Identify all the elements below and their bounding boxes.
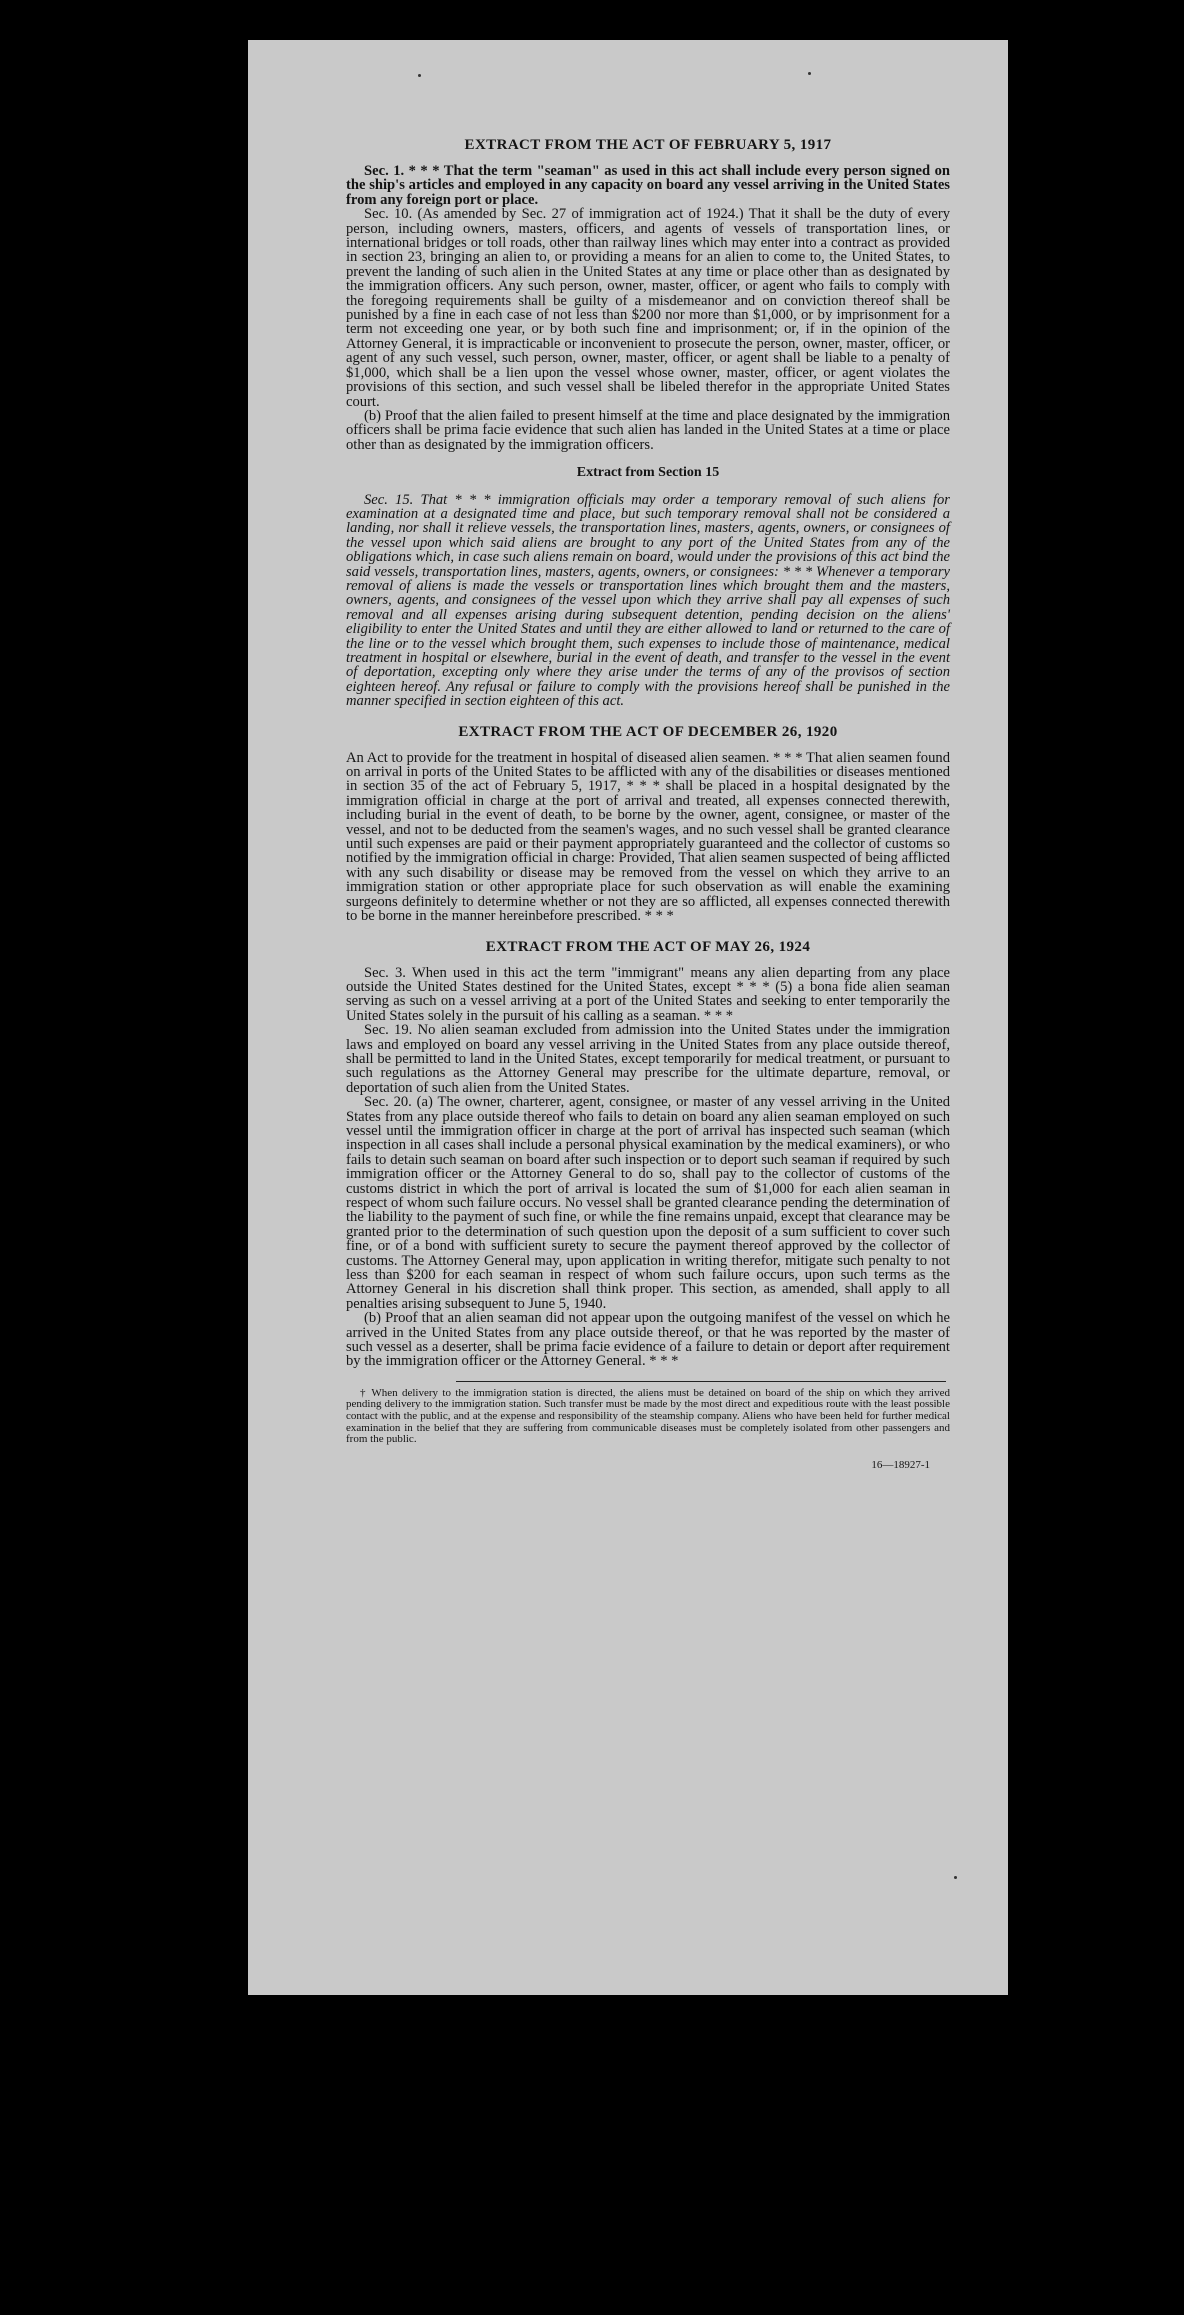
heading-section-15: Extract from Section 15 (576, 465, 720, 481)
heading-act-1924: EXTRACT FROM THE ACT OF MAY 26, 1924 (485, 938, 811, 955)
footnote: † When delivery to the immigration station is directed, the aliens must be detained on board of the ship on which they arrived pending delivery to the immigration station. Such transfer must be made by the most direct and expeditious route with the least possible contact with the public, and at the expense and responsibility of the steamship company. Aliens who have been held for further medical examination in the belief that they are suffering from communicable diseases must be completely isolated from other passengers and from the public. (346, 1386, 950, 1446)
document-sheet (248, 40, 1008, 1995)
paragraph-sec-20-b: (b) Proof that an alien seaman did not appear upon the outgoing manifest of the vessel on which he arrived in the United States from any place outside thereof, or that he was reported by the master of such vessel as a deserter, shall be prima facie evidence of a failure to detain or deport after requirement by the immigration officer or the Attorney General. * * * (346, 1310, 950, 1370)
heading-act-1917: EXTRACT FROM THE ACT OF FEBRUARY 5, 1917 (464, 137, 832, 153)
paragraph-act-1920: An Act to provide for the treatment in hospital of diseased alien seamen. * * * That alien seamen found on arrival in ports of the United States to be afflicted with any of the disabilities or diseases mentioned in section 35 of the act of February 5, 1917, * * * shall be placed in a hospital designated by the immigration official in charge at the port of arrival and treated, all expenses connected therewith, including burial in the event of death, to be borne by the owner, agent, consignee, or master of the vessel, and not to be deducted from the seamen's wages, and no such vessel shall be granted clearance until such expenses are paid or their payment appropriately guaranteed and the collector of customs so notified by the immigration official in charge: Provided, That alien seamen suspected of being afflicted with any such disability or disease may be removed from the vessel on which they arrive to an immigration station or other appropriate place for such observation as will enable the examining surgeons definitely to determine whether or not they are so afflicted, all expenses connected therewith to be borne in the manner hereinbefore prescribed. * * * (346, 749, 950, 925)
paragraph-sec-20: Sec. 20. (a) The owner, charterer, agent, consignee, or master of any vessel arriving in the United States from any place outside thereof who fails to detain on board any alien seaman employed on such vessel until the immigration officer in charge at the port of arrival has inspected such seaman (which inspection in all cases shall include a personal physical examination by the medical examiners), or who fails to detain such seaman on board after such inspection or to deport such seaman if required by such immigration officer or the Attorney General to do so, shall pay to the collector of customs of the customs district in which the port of arrival is located the sum of $1,000 for each alien seaman in respect of whom such failure occurs. No vessel shall be granted clearance pending the determination of the liability to the payment of such fine, or while the fine remains unpaid, except that clearance may be granted prior to the determination of such question upon the deposit of a sum sufficient to cover such fine, or of a bond with sufficient surety to secure the payment thereof approved by the collector of customs. The Attorney General may, upon application in writing therefor, mitigate such penalty to not less than $200 for each seaman in respect of whom such failure occurs, upon such terms as the Attorney General in his discretion shall think proper. This section, as amended, shall apply to all penalties arising subsequent to June 5, 1940. (346, 1094, 950, 1312)
scan-speck (418, 74, 421, 77)
paragraph-sec-10: Sec. 10. (As amended by Sec. 27 of immigration act of 1924.) That it shall be the duty of every person, including owners, masters, officers, and agents of vessels of transportation lines, or international bridges or toll roads, other than railway lines which may enter into a contract as provided in section 23, bringing an alien to, or providing a means for an alien to come to, the United States, to prevent the landing of such alien in the United States at any time or place other than as designated by the immigration officers. Any such person, owner, master, officer, or agent who fails to comply with the foregoing requirements shall be guilty of a misdemeanor and on conviction thereof shall be punished by a fine in each case of not less than $200 nor more than $1,000, or by imprisonment for a term not exceeding one year, or by both such fine and imprisonment; or, if in the opinion of the Attorney General, it is impracticable or inconvenient to prosecute the person, owner, master, officer, or agent of any such vessel, such person, owner, master, officer, or agent shall be liable to a penalty of $1,000, which shall be a lien upon the vessel whose owner, master, officer, or agent violates the provisions of this section, and such vessel shall be libeled therefor in the appropriate United States court. (346, 206, 950, 410)
paragraph-sec-1: Sec. 1. * * * That the term "seaman" as used in this act shall include every person signed on the ship's articles and employed in any capacity on board any vessel arriving in the United States from any foreign port or place. (346, 163, 950, 208)
paragraph-sec-10-b: (b) Proof that the alien failed to present himself at the time and place designated by the immigration officers shall be prima facie evidence that such alien has landed in the United States at a time or place other than as designated by the immigration officers. (346, 407, 950, 453)
scan-speck (954, 1876, 957, 1879)
document-page (346, 136, 950, 1472)
paragraph-sec-15: Sec. 15. That * * * immigration officials may order a temporary removal of such aliens for examination at a designated time and place, but such temporary removal shall not be considered a landing, nor shall it relieve vessels, the transportation lines, masters, agents, owners, or consignees of the vessel upon which said aliens are brought to any port of the United States from any of the obligations which, in case such aliens remain on board, would under the provisions of this act bind the said vessels, transportation lines, masters, agents, owners, or consignees: * * * Whenever a temporary removal of aliens is made the vessels or transportation lines which brought them and the masters, owners, agents, and consignees of the vessel upon which they arrive shall pay all expenses of such removal and all expenses arising during subsequent detention, pending decision on the aliens' eligibility to enter the United States and until they are either allowed to land or returned to the care of the line or to the vessel which brought them, such expenses to include those of maintenance, medical treatment in hospital or elsewhere, burial in the event of death, and transfer to the vessel in the event of deportation, excepting only where they arise under the terms of any of the provisos of section eighteen hereof. Any refusal or failure to comply with the provisions hereof shall be punished in the manner specified in section eighteen of this act. (346, 491, 950, 710)
document-number: 16—18927-1 (871, 1458, 930, 1471)
heading-act-1920: EXTRACT FROM THE ACT OF DECEMBER 26, 1920 (458, 723, 838, 740)
footnote-divider (456, 1381, 946, 1382)
paragraph-sec-19: Sec. 19. No alien seaman excluded from admission into the United States under the immigration laws and employed on board any vessel arriving in the United States from any place outside thereof, shall be permitted to land in the United States, except temporarily for medical treatment, or pursuant to such regulations as the Attorney General may prescribe for the ultimate departure, removal, or deportation of such alien from the United States. (346, 1022, 950, 1096)
scan-speck (808, 72, 811, 75)
paragraph-sec-3: Sec. 3. When used in this act the term "immigrant" means any alien departing from any place outside the United States destined for the United States, except * * * (5) a bona fide alien seaman serving as such on a vessel arriving at a port of the United States and seeking to enter temporarily the United States solely in the pursuit of his calling as a seaman. * * * (346, 964, 950, 1024)
